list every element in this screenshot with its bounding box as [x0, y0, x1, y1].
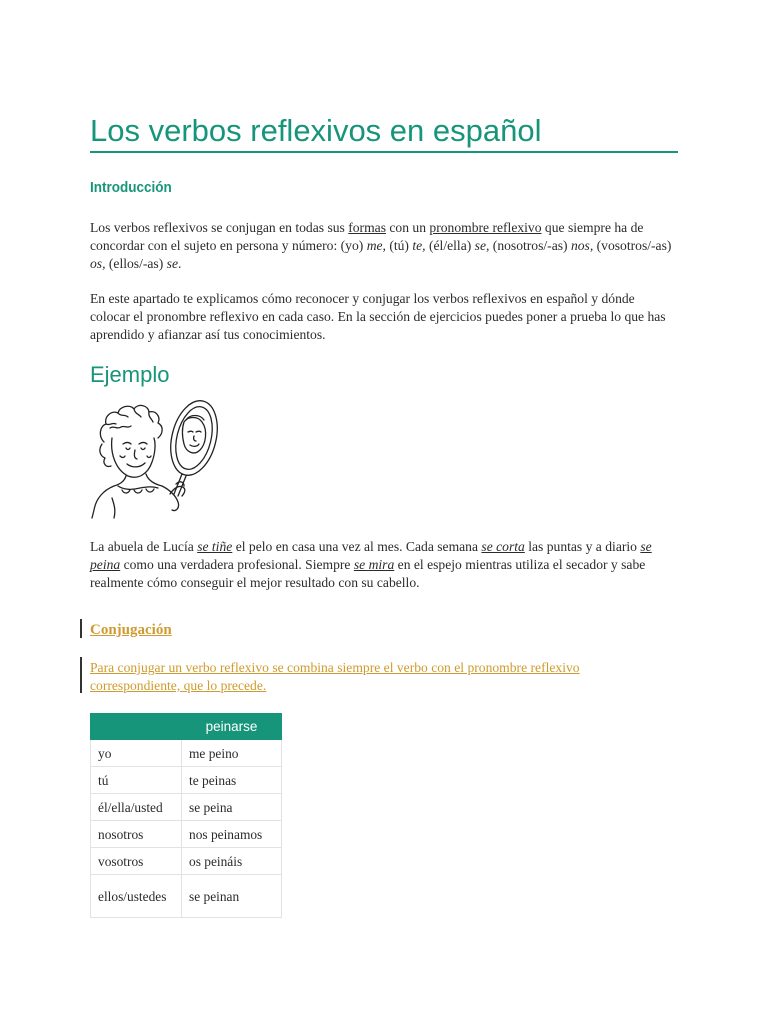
pronoun-me: me,: [366, 238, 386, 253]
intro-text: (vosotros/-as): [593, 238, 672, 253]
grandmother-mirror-illustration: [90, 398, 222, 520]
intro-paragraph-1: [90, 219, 672, 273]
intro-text: con un: [385, 220, 430, 235]
form-cell: se peinan: [182, 875, 282, 918]
intro-text: (nosotros/-as): [489, 238, 571, 253]
intro-text: (él/ella): [425, 238, 475, 253]
conjugation-link[interactable]: Conjugación: [90, 622, 172, 638]
example-paragraph: [90, 538, 672, 592]
table-row: [91, 848, 282, 875]
intro-text: (ellos/-as): [105, 256, 167, 271]
pronoun-se-plural: se: [166, 256, 178, 271]
section-marker: [80, 657, 82, 693]
form-cell: te peinas: [182, 767, 282, 794]
conjugation-table: [90, 713, 282, 918]
form-cell: se peina: [182, 794, 282, 821]
table-row: [91, 875, 282, 918]
section-marker: [80, 619, 82, 638]
example-heading: Ejemplo: [90, 362, 170, 387]
example-text: como una verdadera profesional. Siempre: [120, 557, 354, 572]
pronoun-te: te,: [412, 238, 426, 253]
verb-se-peina: se peina: [90, 539, 652, 572]
person-cell: vosotros: [91, 848, 182, 875]
intro-text: .: [177, 256, 182, 271]
table-header-blank: [91, 714, 182, 740]
conjugation-description-link[interactable]: Para conjugar un verbo reflexivo se combina siempre el verbo con el pronombre reflexivo correspondiente, que lo precede.: [90, 660, 580, 693]
table-row: [91, 767, 282, 794]
person-cell: yo: [91, 740, 182, 767]
pronoun-os: os,: [90, 256, 106, 271]
verb-se-corta: se corta: [481, 539, 525, 554]
page-title: Los verbos reflexivos en español: [90, 112, 678, 153]
example-text: el pelo en casa una vez al mes. Cada semana: [232, 539, 482, 554]
example-text: La abuela de Lucía: [90, 539, 198, 554]
person-cell: nosotros: [91, 821, 182, 848]
formas-link[interactable]: formas: [348, 220, 386, 235]
person-cell: tú: [91, 767, 182, 794]
table-row: [91, 821, 282, 848]
example-text: las puntas y a diario: [524, 539, 641, 554]
person-cell: ellos/ustedes: [91, 875, 182, 918]
pronombre-reflexivo-link[interactable]: pronombre reflexivo: [429, 220, 542, 235]
intro-heading: Introducción: [90, 179, 172, 196]
table-row: [91, 794, 282, 821]
person-cell: él/ella/usted: [91, 794, 182, 821]
table-header-verb: peinarse: [182, 714, 282, 740]
table-row: [91, 740, 282, 767]
verb-se-mira: se mira: [353, 557, 395, 572]
verb-se-tine: se tiñe: [197, 539, 233, 554]
intro-text: que siempre ha de concordar con el sujeto en persona y número: (yo): [90, 220, 644, 253]
form-cell: nos peinamos: [182, 821, 282, 848]
example-text: en el espejo mientras utiliza el secador y sabe realmente cómo conseguir el mejor resultado con su cabello.: [90, 557, 646, 590]
table-header-row: [91, 714, 282, 740]
pronoun-se: se,: [474, 238, 490, 253]
intro-paragraph-2: En este apartado te explicamos cómo reconocer y conjugar los verbos reflexivos en español y dónde colocar el pronombre reflexivo en cada caso. En la sección de ejercicios puedes poner a prueba lo que has aprendido y afianzar así tus conocimientos.: [90, 291, 666, 342]
intro-text: (tú): [385, 238, 413, 253]
pronoun-nos: nos,: [570, 238, 594, 253]
form-cell: me peino: [182, 740, 282, 767]
intro-text: Los verbos reflexivos se conjugan en todas sus: [90, 220, 349, 235]
form-cell: os peináis: [182, 848, 282, 875]
